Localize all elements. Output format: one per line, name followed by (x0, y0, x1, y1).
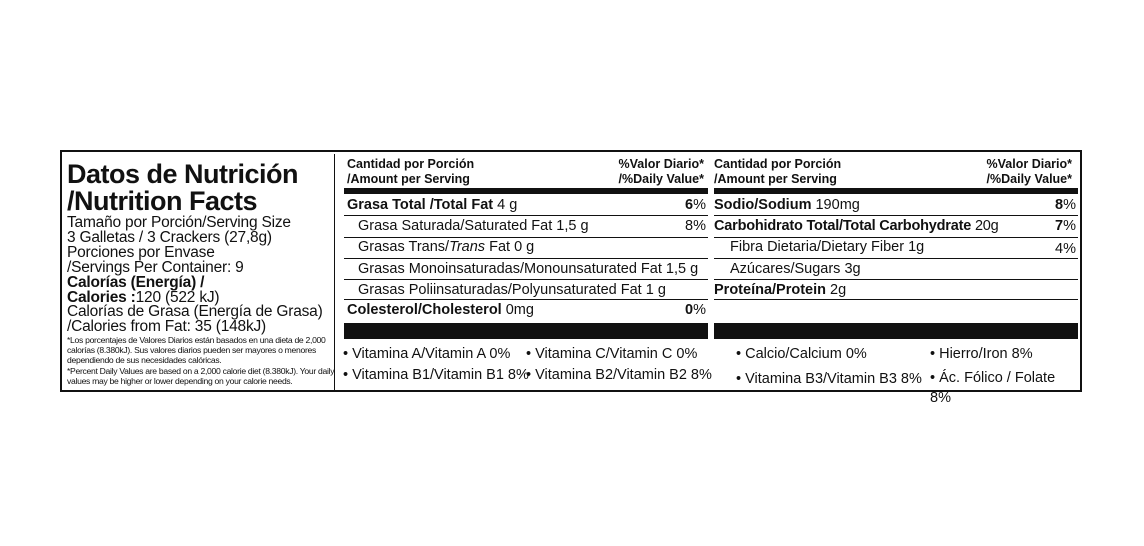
col1-header-dv-english: /%Daily Value* (618, 172, 704, 186)
footnote-english-1: *Percent Daily Values are based on a 2,000 calorie diet (8.380kJ). Your daily (67, 366, 335, 376)
col1-row-total-fat (347, 195, 517, 215)
col1-row-monounsaturated-fat: Grasas Monoinsaturadas/Monounsaturated Fat 1,5 g (358, 261, 699, 277)
col1-row-trans-fat: Grasas Trans/Trans Fat 0 g (358, 239, 535, 255)
protein-label: Proteína/Protein (714, 282, 826, 298)
col1-vitamin-rule (344, 323, 708, 339)
cholesterol-amount: 0mg (501, 302, 534, 318)
fat-calories-english: /Calories from Fat: 35 (148kJ) (67, 318, 267, 335)
col2-header-dv-english: /%Daily Value* (986, 172, 1072, 186)
col2-row-sodium (714, 195, 860, 215)
vitamin-b1: • Vitamina B1/Vitamin B1 8% (343, 367, 529, 383)
footnote-spanish-2: calorías (8.380kJ). Sus valores diarios pueden ser mayores o menores (67, 345, 316, 355)
calories-value: 120 (522 kJ) (135, 289, 220, 306)
folate: • Ác. Fólico / Folate 8% (930, 370, 1056, 406)
iron: • Hierro/Iron 8% (930, 346, 1033, 362)
row-divider (714, 299, 1078, 300)
dietary-fiber-percent: 4% (1055, 241, 1076, 257)
saturated-fat-percent: 8% (685, 218, 706, 234)
col2-header-dv-spanish: %Valor Diario* (986, 157, 1072, 171)
col2-row-total-carbohydrate (714, 216, 999, 236)
cholesterol-label: Colesterol/Cholesterol (347, 302, 502, 318)
col1-row-saturated-fat: Grasa Saturada/Saturated Fat 1,5 g (358, 218, 589, 234)
calories-label-english: Calories : (67, 289, 136, 306)
serving-size-value: 3 Galletas / 3 Crackers (27,8g) (67, 229, 272, 246)
total-fat-label: Grasa Total /Total Fat (347, 197, 494, 213)
col1-header-amount-spanish: Cantidad por Porción (347, 157, 475, 171)
footnote-english-2: values may be higher or lower depending on your calorie needs. (67, 376, 293, 386)
servings-spanish: Porciones por Envase (67, 244, 215, 261)
col1-header-amount-english: /Amount per Serving (347, 172, 470, 186)
col1-header-rule (344, 188, 708, 194)
col2-header-amount-english: /Amount per Serving (714, 172, 837, 186)
servings-english: /Servings Per Container: 9 (67, 259, 244, 276)
title-english: /Nutrition Facts (67, 186, 258, 216)
nutrition-facts-panel (60, 150, 1082, 406)
column-divider (334, 154, 335, 390)
calories-label-spanish: Calorías (Energía) / (67, 274, 205, 291)
serving-size-label: Tamaño por Porción/Serving Size (67, 214, 291, 231)
protein-amount: 2g (826, 282, 847, 298)
cholesterol-percent: 0% (685, 302, 706, 318)
col1-header-dv-spanish: %Valor Diario* (618, 157, 704, 171)
col2-row-protein (714, 280, 846, 300)
col2-header-amount-spanish: Cantidad por Porción (714, 157, 842, 171)
sodium-label: Sodio/Sodium (714, 197, 812, 213)
col2-row-sugars: Azúcares/Sugars 3g (730, 261, 861, 277)
carbohydrate-percent: 7% (1055, 218, 1076, 234)
total-fat-amount: 4 g (493, 197, 518, 213)
vitamin-a: • Vitamina A/Vitamin A 0% (343, 346, 511, 362)
calcium: • Calcio/Calcium 0% (736, 346, 867, 362)
footnote-spanish-1: *Los porcentajes de Valores Diarios están basados en una dieta de 2,000 (67, 335, 326, 345)
total-fat-percent: 6% (685, 197, 706, 213)
col1-row-cholesterol (347, 300, 534, 320)
title-spanish: Datos de Nutrición (67, 159, 299, 189)
sodium-percent: 8% (1055, 197, 1076, 213)
carbohydrate-amount: 20g (971, 218, 999, 234)
col1-row-polyunsaturated-fat: Grasas Poliinsaturadas/Polyunsaturated Fat 1 g (358, 282, 666, 298)
vitamin-c: • Vitamina C/Vitamin C 0% (526, 346, 698, 362)
fat-calories-spanish: Calorías de Grasa (Energía de Grasa) (67, 303, 323, 320)
col2-row-dietary-fiber: Fibra Dietaria/Dietary Fiber 1g (730, 239, 925, 255)
vitamin-b2: • Vitamina B2/Vitamin B2 8% (526, 367, 712, 383)
vitamin-b3: • Vitamina B3/Vitamin B3 8% (736, 371, 922, 387)
carbohydrate-label: Carbohidrato Total/Total Carbohydrate (714, 218, 972, 234)
footnote-spanish-3: dependiendo de sus necesidades calóricas. (67, 355, 222, 365)
col2-header-rule (714, 188, 1078, 194)
col2-vitamin-rule (714, 323, 1078, 339)
sodium-amount: 190mg (811, 197, 860, 213)
